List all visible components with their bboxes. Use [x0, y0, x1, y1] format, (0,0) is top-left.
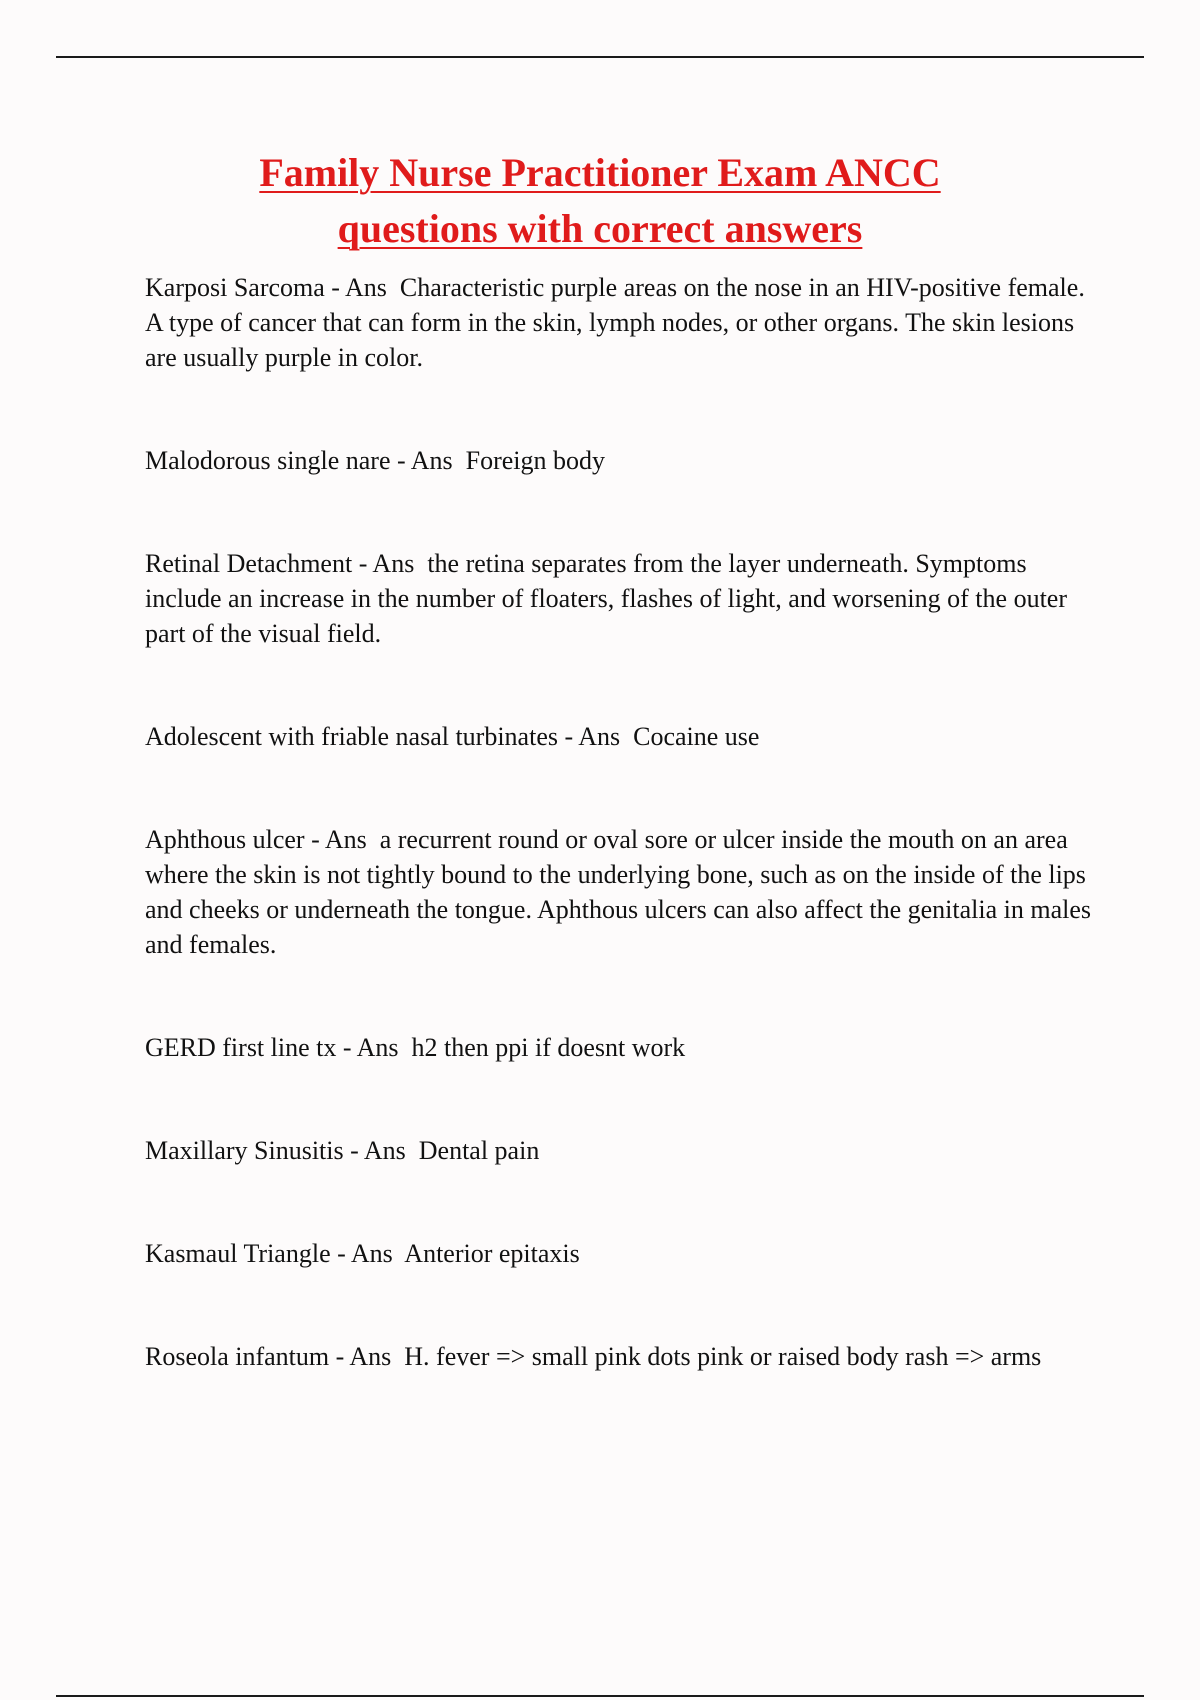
qa-separator: - Ans	[352, 549, 428, 578]
bottom-rule	[56, 1695, 1144, 1697]
qa-item-kasmaul-triangle	[145, 1236, 1095, 1271]
qa-separator: - Ans	[336, 1033, 412, 1062]
qa-answer: Cocaine use	[633, 722, 760, 751]
title-line-2: questions with correct answers	[337, 206, 863, 251]
qa-separator: - Ans	[390, 446, 466, 475]
qa-term: Malodorous single nare	[145, 446, 391, 475]
qa-term: Retinal Detachment	[145, 549, 353, 578]
qa-item-aphthous-ulcer	[145, 822, 1095, 962]
qa-term: Aphthous ulcer	[145, 825, 305, 854]
qa-answer: the retina separates from the layer underneath. Symptoms include an increase in the number of floaters, flashes of light, and worsening of the outer part of the visual field.	[145, 549, 1067, 648]
qa-term: Karposi Sarcoma	[145, 273, 325, 302]
qa-separator: - Ans	[330, 1239, 405, 1268]
qa-answer: H. fever => small pink dots pink or raised body rash => arms	[404, 1342, 1042, 1371]
qa-item-karposi-sarcoma	[145, 270, 1095, 375]
qa-item-retinal-detachment	[145, 546, 1095, 651]
qa-item-roseola-infantum	[145, 1339, 1095, 1374]
qa-separator: - Ans	[324, 273, 400, 302]
qa-item-friable-turbinates	[145, 719, 1095, 754]
qa-separator: - Ans	[557, 722, 634, 751]
qa-list	[145, 270, 1095, 1442]
top-rule	[56, 56, 1144, 58]
qa-separator: - Ans	[329, 1342, 405, 1371]
qa-item-malodorous-nare	[145, 443, 1095, 478]
qa-answer: Anterior epitaxis	[404, 1239, 580, 1268]
qa-term: Kasmaul Triangle	[145, 1239, 331, 1268]
qa-term: GERD first line tx	[145, 1033, 337, 1062]
page-title	[100, 145, 1100, 257]
qa-answer: Foreign body	[465, 446, 606, 475]
qa-item-gerd	[145, 1030, 1095, 1065]
qa-term: Roseola infantum	[145, 1342, 330, 1371]
qa-answer: Characteristic purple areas on the nose in an HIV-positive female. A type of cancer that can form in the skin, lymph nodes, or other organs. The skin lesions are usually purple in color.	[145, 273, 1085, 372]
title-line-1: Family Nurse Practitioner Exam ANCC	[259, 150, 941, 195]
qa-item-maxillary-sinusitis	[145, 1133, 1095, 1168]
qa-answer: h2 then ppi if doesnt work	[411, 1033, 686, 1062]
qa-separator: - Ans	[304, 825, 380, 854]
qa-answer: a recurrent round or oval sore or ulcer inside the mouth on an area where the skin is not tightly bound to the underlying bone, such as on the inside of the lips and cheeks or underneath the tongue. Aphthous ulcers can also affect the genitalia in males and females.	[145, 825, 1092, 959]
qa-answer: Dental pain	[418, 1136, 540, 1165]
qa-term: Adolescent with friable nasal turbinates	[145, 722, 558, 751]
qa-term: Maxillary Sinusitis	[145, 1136, 344, 1165]
qa-separator: - Ans	[343, 1136, 419, 1165]
